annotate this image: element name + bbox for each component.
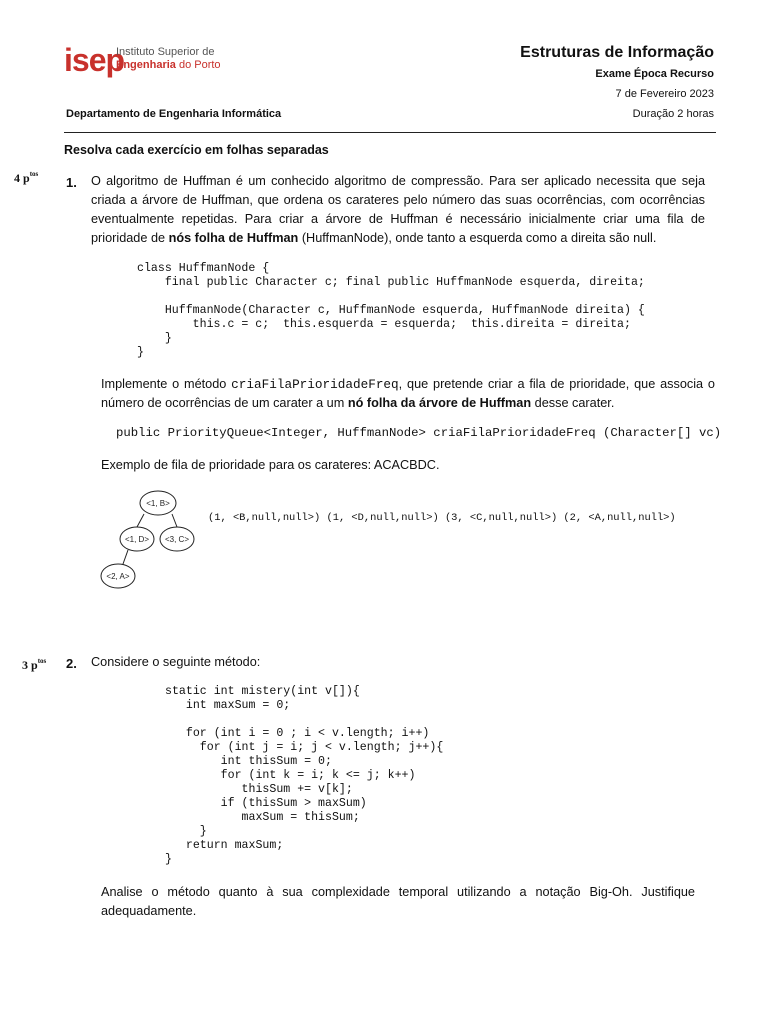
exam-date: 7 de Fevereiro 2023 (615, 88, 714, 100)
q1-task (101, 375, 715, 413)
logo-line-2 (116, 59, 221, 72)
q1-points-sup: tos (29, 170, 39, 178)
q1-intro-a: O algoritmo de Huffman é um conhecido algoritmo de compressão. Para ser aplicado necessita que seja criada a árvore de Huffman, que ordena os carateres pelo número das suas ocorrências, com ocorrências eventualmente repetidas. Para criar a árvore de Huffman é necessário inicialmente criar uma fila de prioridade de (91, 174, 705, 245)
q1-task-mono: criaFilaPrioridadeFreq (231, 377, 399, 392)
logo-line-1: Instituto Superior de (116, 46, 215, 58)
q1-task-a: Implemente o método (101, 377, 232, 391)
q1-number: 1. (66, 175, 77, 190)
tree-edge (137, 514, 144, 527)
duration: Duração 2 horas (632, 108, 714, 120)
q1-points (14, 170, 38, 186)
q1-intro (91, 172, 705, 248)
tree-node-label: <3, C> (164, 535, 190, 544)
q1-queue-example: (1, <B,null,null>) (1, <D,null,null>) (3, <C,null,null>) (2, <A,null,null>) (208, 512, 676, 524)
instructions: Resolva cada exercício em folhas separadas (64, 143, 329, 157)
q2-number: 2. (66, 656, 77, 671)
q2-intro: Considere o seguinte método: (91, 655, 261, 669)
tree-edge (172, 514, 177, 527)
header-divider (64, 132, 716, 133)
q1-example: Exemplo de fila de prioridade para os carateres: ACACBDC. (101, 458, 440, 472)
q1-intro-bold: nós folha de Huffman (168, 231, 299, 245)
tree-edge (123, 550, 128, 564)
q1-intro-b: (HuffmanNode), onde tanto a esquerda como a direita são null. (298, 231, 657, 245)
q2-points-num: 3 p (22, 658, 38, 672)
q2-points-sup: tos (37, 657, 47, 665)
exam-type: Exame Época Recurso (595, 68, 714, 80)
q2-task: Analise o método quanto à sua complexidade temporal utilizando a notação Big-Oh. Justifique adequadamente. (101, 885, 695, 918)
tree-node-label: <1, D> (124, 535, 150, 544)
department: Departamento de Engenharia Informática (66, 108, 282, 120)
tree-node-label: <2, A> (106, 572, 130, 581)
q2-points (22, 657, 46, 673)
logo-line-2-rest: do Porto (175, 59, 221, 71)
logo-text (116, 46, 221, 72)
q1-code: class HuffmanNode { final public Character c; final public HuffmanNode esquerda, direita; HuffmanNode(Character c, HuffmanNode esquerda, HuffmanNode direita) { this.c = c; this.esquerda = esquerda; this.direita = direita; } } (137, 262, 645, 359)
q1-signature: public PriorityQueue<Integer, HuffmanNode> criaFilaPrioridadeFreq (Character[] vc) (116, 426, 722, 440)
q1-task-bold: nó folha da árvore de Huffman (347, 396, 532, 410)
q1-points-num: 4 p (14, 171, 30, 185)
logo-mark: isep (64, 42, 125, 78)
logo-line-2-bold: Engenharia (116, 59, 176, 71)
tree-node-label: <1, B> (146, 499, 170, 508)
q2-code: static int mistery(int v[]){ int maxSum = 0; for (int i = 0 ; i < v.length; i++) for (int j = i; j < v.length; j++){ int thisSum = 0; for (int k = i; k <= j; k++) thisSum += v[k]; if (thisSum > maxSum) maxSum = thisSum; } return maxSum; } (165, 685, 444, 866)
course-title: Estruturas de Informação (520, 44, 714, 61)
q1-tree-diagram (96, 486, 206, 592)
isep-logo (64, 44, 224, 78)
q1-task-b: , que pretende criar a fila de prioridade, que associa o número de ocorrências de um carater a um (101, 377, 715, 410)
q1-task-c: desse carater. (531, 396, 615, 410)
